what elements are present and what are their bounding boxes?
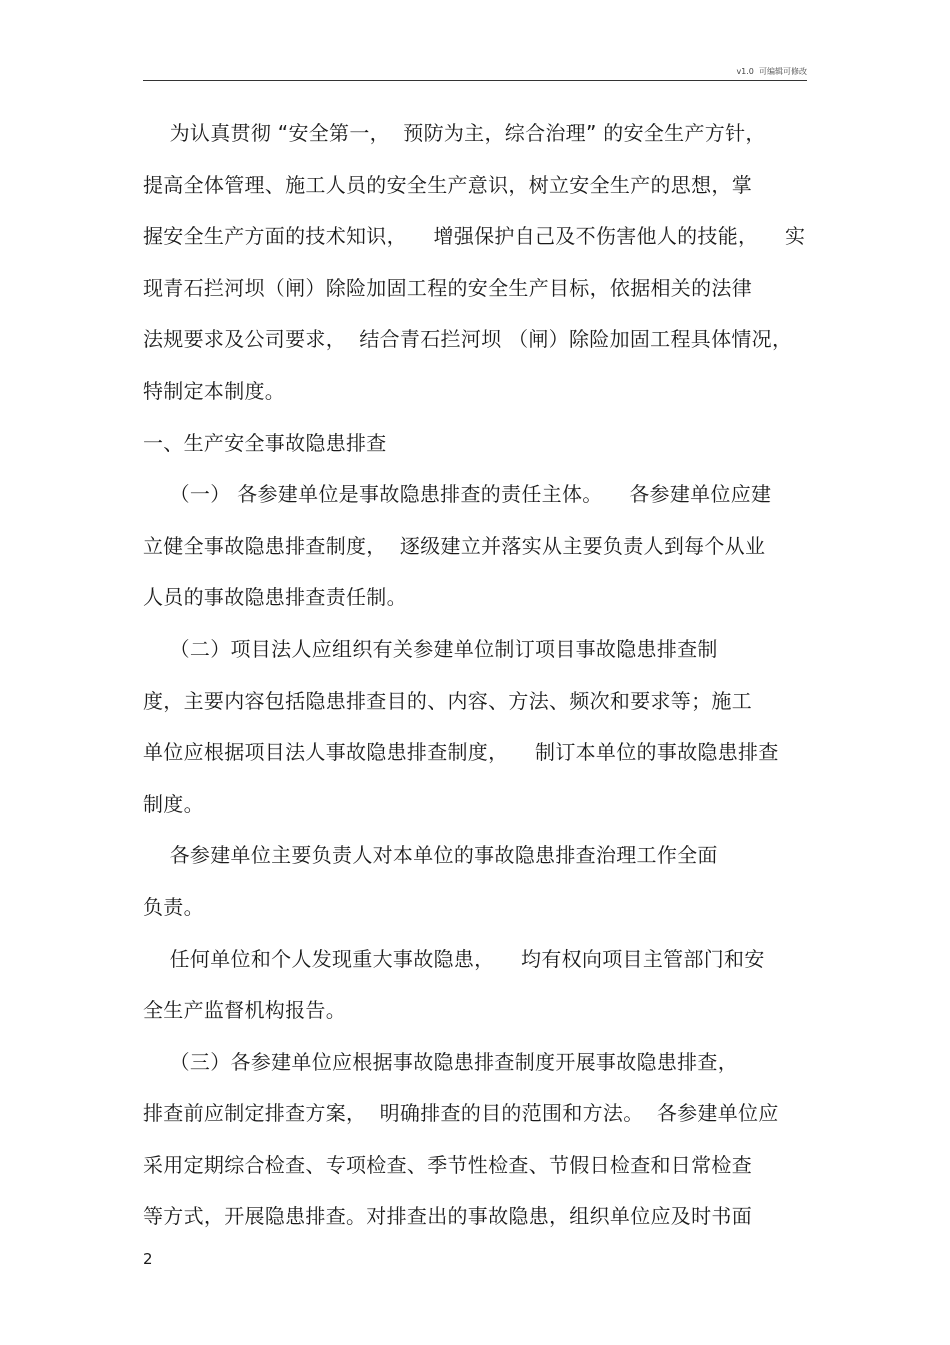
text-line: （一） 各参建单位是事故隐患排查的责任主体。 各参建单位应建: [143, 482, 772, 507]
text-line: 握安全生产方面的技术知识， 增强保护自己及不伤害他人的技能， 实: [143, 224, 806, 249]
editable-note: 可编辑可修改: [759, 67, 807, 76]
text-line: 任何单位和个人发现重大事故隐患， 均有权向项目主管部门和安: [143, 946, 765, 971]
text-line: 立健全事故隐患排查制度， 逐级建立并落实从主要负责人到每个从业: [143, 533, 766, 558]
text-line: 为认真贯彻 “安全第一， 预防为主，综合治理” 的安全生产方针，: [143, 121, 766, 145]
text-line: 排查前应制定排查方案， 明确排查的目的范围和方法。 各参建单位应: [143, 1101, 779, 1126]
text-line: （二）项目法人应组织有关参建单位制订项目事故隐患排查制: [143, 636, 718, 661]
text-line: 提高全体管理、施工人员的安全生产意识，树立安全生产的思想，掌: [143, 172, 752, 197]
text-line: （三）各参建单位应根据事故隐患排查制度开展事故隐患排查，: [143, 1049, 739, 1074]
text-line: 现青石拦河坝（闸）除险加固工程的安全生产目标，依据相关的法律: [143, 275, 752, 300]
document-body: [143, 121, 807, 1256]
page-number: 2: [143, 1250, 153, 1268]
text-line: 人员的事故隐患排查责任制。: [143, 585, 407, 610]
text-line: 制度。: [143, 791, 204, 816]
text-line: 等方式，开展隐患排查。对排查出的事故隐患，组织单位应及时书面: [143, 1204, 752, 1229]
text-line: 法规要求及公司要求， 结合青石拦河坝 （闸）除险加固工程具体情况，: [143, 327, 793, 352]
text-line: 负责。: [143, 894, 204, 919]
header-note: [736, 66, 807, 77]
header-rule: [143, 80, 807, 81]
text-line: 度，主要内容包括隐患排查目的、内容、方法、频次和要求等；施工: [143, 688, 752, 713]
section-heading: 一、生产安全事故隐患排查: [143, 430, 387, 455]
text-line: 全生产监督机构报告。: [143, 998, 346, 1023]
text-line: 单位应根据项目法人事故隐患排查制度， 制订本单位的事故隐患排查: [143, 740, 779, 765]
text-line: 采用定期综合检查、专项检查、季节性检查、节假日检查和日常检查: [143, 1152, 752, 1177]
text-line: 各参建单位主要负责人对本单位的事故隐患排查治理工作全面: [143, 843, 718, 868]
version-label: v1.0: [736, 67, 754, 76]
text-line: 特制定本制度。: [143, 378, 286, 403]
